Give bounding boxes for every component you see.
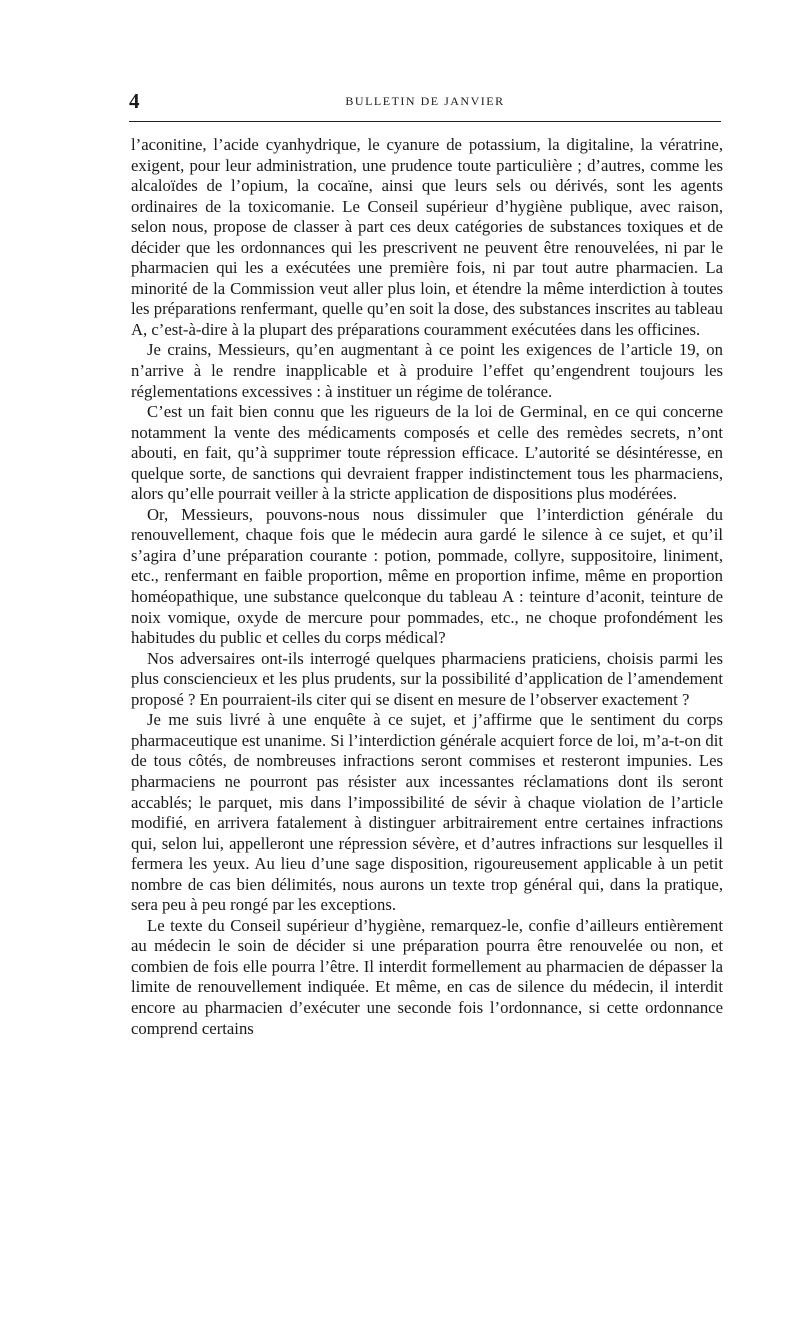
- running-title: BULLETIN DE JANVIER: [345, 94, 505, 108]
- page-header: [129, 89, 721, 113]
- page-number: 4: [129, 89, 140, 113]
- header-rule: [129, 121, 721, 122]
- paragraph: l’aconitine, l’acide cyanhydrique, le cyanure de potassium, la digitaline, la vératrine, exigent, pour leur administration, une prudence toute particulière ; d’autres, comme les alcaloïdes de l’opium, la cocaïne, ainsi que leurs sels ou dérivés, sont les agents ordinaires de la toxicomanie. Le Conseil supérieur d’hygiène publique, avec raison, selon nous, propose de classer à part ces deux catégories de substances toxiques et de décider que les ordonnances qui les prescrivent ne peuvent être renouvelées, ni par le pharmacien qui les a exécutées une première fois, ni par tout autre pharmacien. La minorité de la Commission veut aller plus loin, et étendre la même interdiction à toutes les préparations renfermant, quelle qu’en soit la dose, des substances inscrites au tableau A, c’est-à-dire à la plupart des préparations couramment exécutées dans les officines.: [131, 135, 723, 339]
- paragraph: C’est un fait bien connu que les rigueurs de la loi de Germinal, en ce qui concerne notamment la vente des médicaments composés et celle des remèdes secrets, n’ont abouti, en fait, qu’à supprimer toute répression efficace. L’autorité se désintéresse, en quelque sorte, de sanctions qui devraient frapper indistinctement tous les pharmaciens, alors qu’elle pourrait veiller à la stricte application de dispositions plus modérées.: [131, 402, 723, 504]
- paragraph: Je me suis livré à une enquête à ce sujet, et j’affirme que le sentiment du corps pharmaceutique est unanime. Si l’interdiction générale acquiert force de loi, m’a-t-on dit de tous côtés, de nombreuses infractions seront commises et resteront impunies. Les pharmaciens ne pourront pas résister aux incessantes réclamations dont ils seront accablés; le parquet, mis dans l’impossibilité de sévir à chaque violation de l’article modifié, en arrivera fatalement à distinguer arbitrairement entre certaines infractions qui, selon lui, appelleront une répression sévère, et d’autres infractions sur lesquelles il fermera les yeux. Au lieu d’une sage disposition, rigoureusement applicable à un petit nombre de cas bien délimités, nous aurons un texte trop général qui, dans la pratique, sera peu à peu rongé par les exceptions.: [131, 710, 723, 915]
- paragraph: Je crains, Messieurs, qu’en augmentant à ce point les exigences de l’article 19, on n’arrive à le rendre inapplicable et à produire l’effet qu’engendrent toujours les réglementations excessives : à instituer un régime de tolérance.: [131, 340, 723, 401]
- body-text: [131, 135, 723, 1039]
- paragraph: Le texte du Conseil supérieur d’hygiène, remarquez-le, confie d’ailleurs entièrement au médecin le soin de décider si une préparation pourra être renouvelée ou non, et combien de fois elle pourra l’être. Il interdit formellement au pharmacien de dépasser la limite de renouvellement indiquée. Et même, en cas de silence du médecin, il interdit encore au pharmacien d’exécuter une seconde fois l’ordonnance, si cette ordonnance comprend certains: [131, 915, 723, 1038]
- paragraph: Nos adversaires ont-ils interrogé quelques pharmaciens praticiens, choisis parmi les plus consciencieux et les plus prudents, sur la possibilité d’application de l’amendement proposé ? En pourraient-ils citer qui se disent en mesure de l’observer exactement ?: [131, 648, 723, 709]
- paragraph: Or, Messieurs, pouvons-nous nous dissimuler que l’interdiction générale du renouvellement, chaque fois que le médecin aura gardé le silence à ce sujet, et qu’il s’agira d’une préparation courante : potion, pommade, collyre, suppositoire, liniment, etc., renfermant en faible proportion, même en proportion infime, même en proportion homéopathique, une substance quelconque du tableau A : teinture d’aconit, teinture de noix vomique, oxyde de mercure pour pommades, etc., ne choque profondément les habitudes du public et celles du corps médical?: [131, 504, 723, 648]
